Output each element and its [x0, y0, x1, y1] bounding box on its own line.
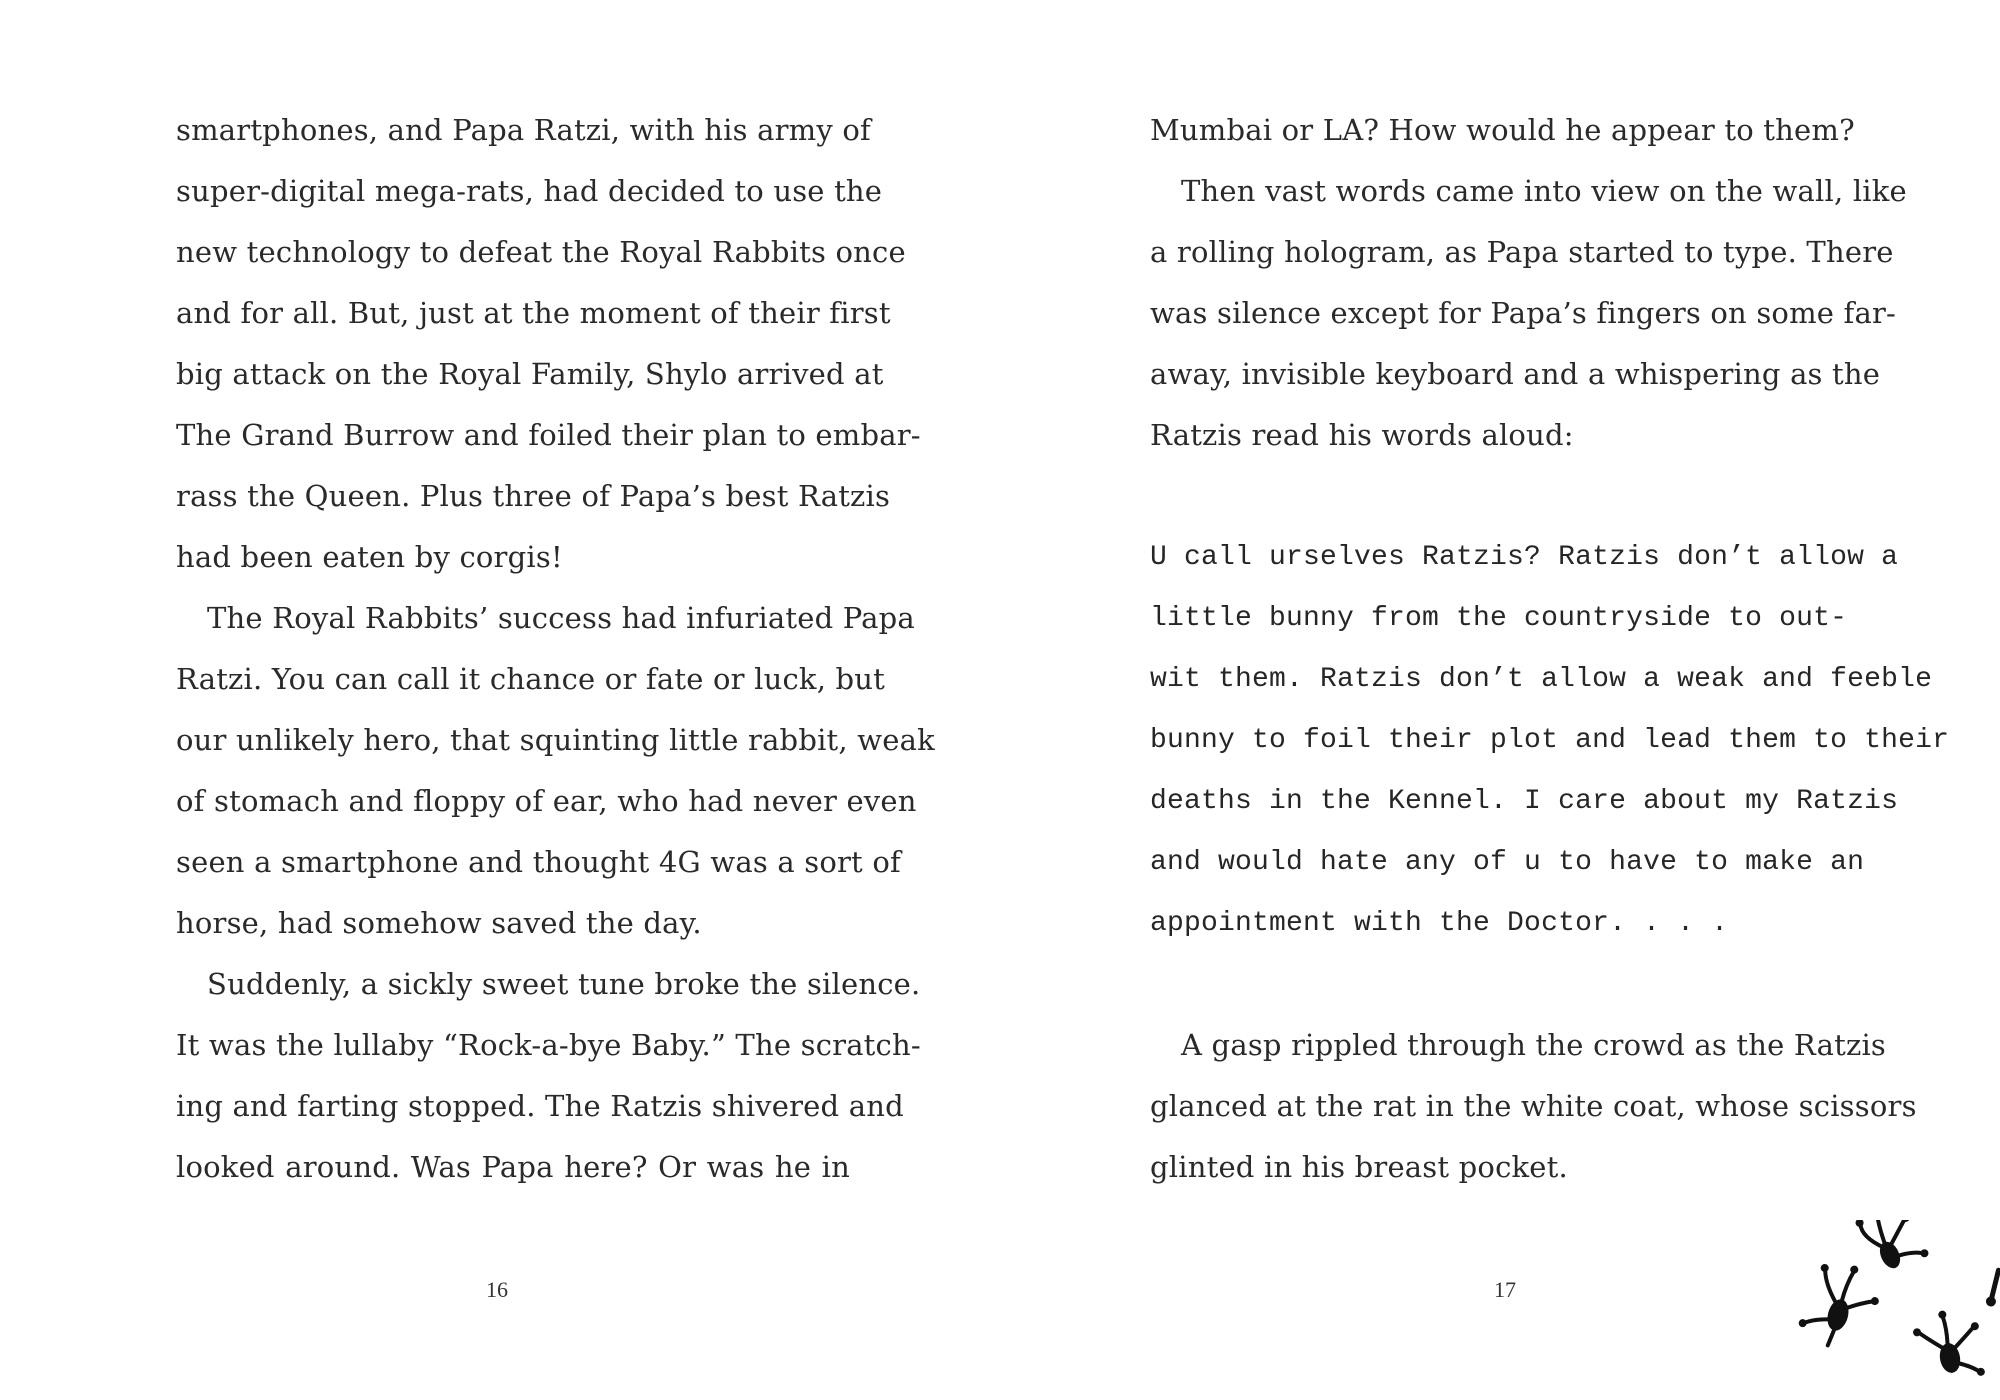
text-line: Ratzi. You can call it chance or fate or luck, but — [176, 662, 886, 696]
text-line: and for all. But, just at the moment of their first — [176, 296, 891, 330]
text-line: glanced at the rat in the white coat, whose scissors — [1150, 1089, 1917, 1123]
text-line: glinted in his breast pocket. — [1150, 1150, 1568, 1184]
text-line: horse, had somehow saved the day. — [176, 906, 702, 940]
paragraph-first-line: Then vast words came into view on the wall, like — [1181, 174, 1907, 208]
message-line: little bunny from the countryside to out- — [1150, 603, 1848, 634]
text-line: away, invisible keyboard and a whispering as the — [1150, 357, 1881, 391]
text-line: our unlikely hero, that squinting little rabbit, weak — [176, 723, 935, 757]
paragraph-first-line: A gasp rippled through the crowd as the Ratzis — [1181, 1028, 1887, 1062]
right-page — [1000, 0, 2000, 1400]
text-line: seen a smartphone and thought 4G was a sort of — [176, 845, 901, 879]
text-line: smartphones, and Papa Ratzi, with his army of — [176, 113, 871, 147]
page-number: 17 — [1494, 1277, 1516, 1302]
text-line: big attack on the Royal Family, Shylo arrived at — [176, 357, 884, 391]
text-line: It was the lullaby “Rock-a-bye Baby.” The scratch- — [176, 1028, 921, 1062]
text-line: had been eaten by corgis! — [176, 540, 563, 574]
message-line: deaths in the Kennel. I care about my Ratzis — [1150, 786, 1899, 817]
text-line: Ratzis read his words aloud: — [1150, 418, 1574, 452]
text-line: super-digital mega-rats, had decided to use the — [176, 174, 883, 208]
text-line: was silence except for Papa’s fingers on some far- — [1150, 296, 1897, 330]
text-line: a rolling hologram, as Papa started to type. There — [1150, 235, 1894, 269]
rat-pawprints-icon — [1790, 1220, 2000, 1400]
text-line: looked around. Was Papa here? Or was he in — [176, 1150, 850, 1184]
page-number: 16 — [486, 1277, 508, 1302]
text-line: The Grand Burrow and foiled their plan to embar- — [176, 418, 921, 452]
message-line: bunny to foil their plot and lead them to their — [1150, 725, 1950, 756]
message-line: and would hate any of u to have to make an — [1150, 847, 1865, 878]
text-line: Mumbai or LA? How would he appear to them? — [1150, 113, 1855, 147]
text-line: ing and farting stopped. The Ratzis shivered and — [176, 1089, 904, 1123]
paragraph-first-line: The Royal Rabbits’ success had infuriated Papa — [207, 601, 915, 635]
message-line: wit them. Ratzis don’t allow a weak and feeble — [1150, 664, 1933, 695]
text-line: of stomach and floppy of ear, who had never even — [176, 784, 917, 818]
text-line: new technology to defeat the Royal Rabbits once — [176, 235, 906, 269]
message-line: U call urselves Ratzis? Ratzis don’t allow a — [1150, 542, 1899, 573]
message-line: appointment with the Doctor. . . . — [1150, 908, 1729, 939]
paragraph-first-line: Suddenly, a sickly sweet tune broke the silence. — [207, 967, 921, 1001]
text-line: rass the Queen. Plus three of Papa’s best Ratzis — [176, 479, 891, 513]
